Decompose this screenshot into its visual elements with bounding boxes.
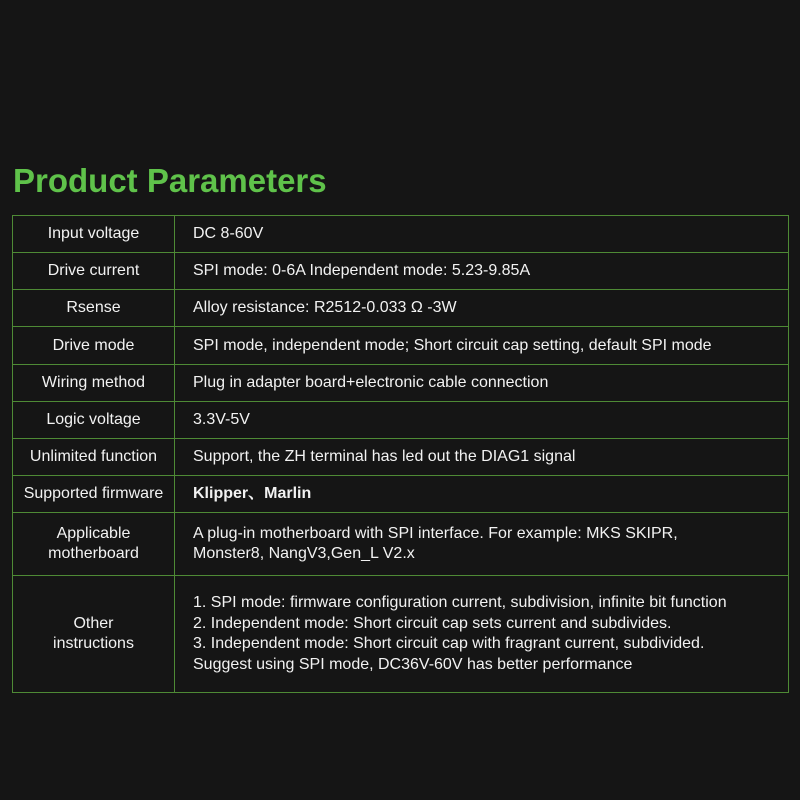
page-title: Product Parameters xyxy=(13,162,327,199)
row-label: Drive mode xyxy=(13,327,175,365)
row-label: Input voltage xyxy=(13,216,175,253)
table-row xyxy=(13,253,789,290)
row-value: Support, the ZH terminal has led out the DIAG1 signal xyxy=(175,439,789,476)
row-value-line: A plug-in motherboard with SPI interface. For example: MKS SKIPR, xyxy=(193,525,678,542)
row-label-line: instructions xyxy=(53,635,134,652)
row-value: Klipper、Marlin xyxy=(175,476,789,513)
table-row xyxy=(13,439,789,476)
row-label: Wiring method xyxy=(13,365,175,402)
row-label-line: Other xyxy=(73,615,114,632)
table-row xyxy=(13,402,789,439)
row-label: Unlimited function xyxy=(13,439,175,476)
row-value: Alloy resistance: R2512-0.033 Ω -3W xyxy=(175,290,789,327)
table-row xyxy=(13,365,789,402)
row-value-line: 3. Independent mode: Short circuit cap with fragrant current, subdivided. xyxy=(193,635,705,652)
row-value-line: Monster8, NangV3,Gen_L V2.x xyxy=(193,545,415,562)
row-label: Logic voltage xyxy=(13,402,175,439)
row-label xyxy=(13,576,175,693)
row-label: Drive current xyxy=(13,253,175,290)
row-value xyxy=(175,513,789,576)
row-label-line: Applicable xyxy=(56,525,131,542)
row-value-line: Suggest using SPI mode, DC36V-60V has better performance xyxy=(193,655,633,673)
row-value: SPI mode, independent mode; Short circuit cap setting, default SPI mode xyxy=(175,327,789,365)
table-row xyxy=(13,290,789,327)
table-row xyxy=(13,513,789,576)
row-value: Plug in adapter board+electronic cable connection xyxy=(175,365,789,402)
row-label-line: motherboard xyxy=(48,545,139,562)
table-row xyxy=(13,576,789,693)
row-label xyxy=(13,513,175,576)
row-value: SPI mode: 0-6A Independent mode: 5.23-9.85A xyxy=(175,253,789,290)
row-label: Supported firmware xyxy=(13,476,175,513)
row-value-line: 1. SPI mode: firmware configuration current, subdivision, infinite bit function xyxy=(193,594,727,611)
row-value: DC 8-60V xyxy=(175,216,789,253)
parameters-table xyxy=(12,215,789,693)
row-value xyxy=(175,576,789,693)
table-row xyxy=(13,216,789,253)
table-row xyxy=(13,327,789,365)
row-value: 3.3V-5V xyxy=(175,402,789,439)
table-row xyxy=(13,476,789,513)
row-label: Rsense xyxy=(13,290,175,327)
row-value-line: 2. Independent mode: Short circuit cap sets current and subdivides. xyxy=(193,614,672,632)
